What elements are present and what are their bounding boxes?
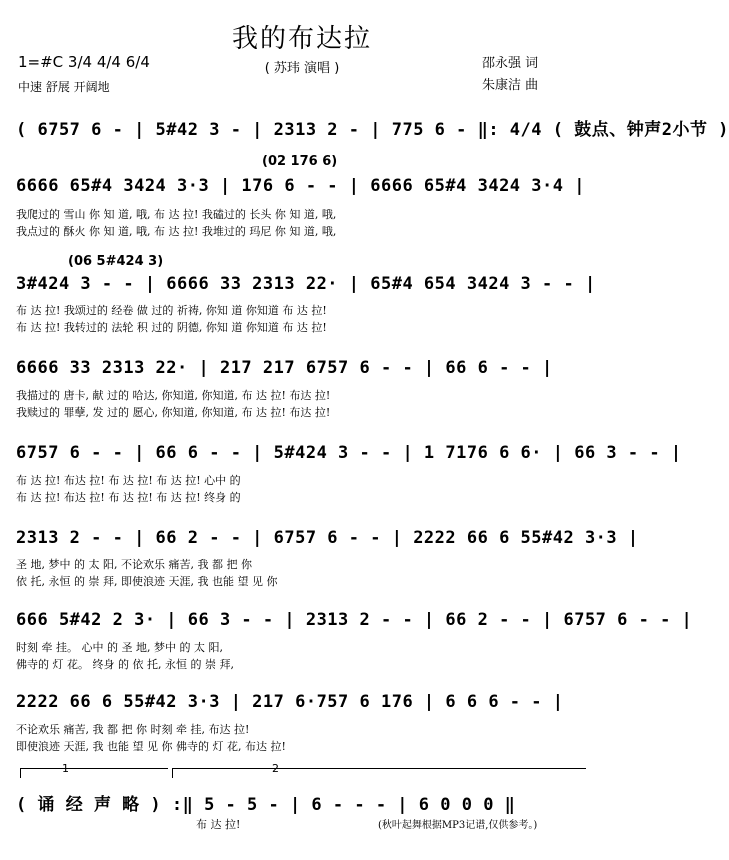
notation-line: 6666 65#4 3424 3·3 | 176 6 - - | 6666 65#4 3424 3·4 | [16,176,585,196]
lyric-verse-2: 我赎过的 罪孽, 发 过的 愿心, 你知道, 你知道, 布 达 拉! 布达 拉! [16,406,331,419]
lyric-verse-1: 时刻 牵 挂。 心中 的 圣 地, 梦中 的 太 阳, [16,641,223,654]
score-row [0,610,693,634]
lyric-verse-2: 布 达 拉! 布达 拉! 布 达 拉! 布 达 拉! 终身 的 [16,491,241,504]
volta-bracket-1 [20,768,168,769]
score-row [0,358,604,382]
lyric-verse-2: 我点过的 酥火 你 知 道, 哦, 布 达 拉! 我堆过的 玛尼 你 知 道, 哦, [16,225,337,238]
volta-bracket-2-edge [172,768,173,778]
notation-line: 3#424 3 - - | 6666 33 2313 22· | 65#4 654 3424 3 - - | [16,274,596,294]
lyric-verse-1: 圣 地, 梦中 的 太 阳, 不论欢乐 痛苦, 我 都 把 你 [16,558,252,571]
notation-line: 2222 66 6 55#42 3·3 | 217 6·757 6 176 | 6 6 6 - - | [16,692,564,712]
transcription-note: (秋叶起舞根据MP3记谱,仅供参考。) [378,820,538,831]
notation-line: 666 5#42 2 3· | 66 3 - - | 2313 2 - - | 66 2 - - | 6757 6 - - | [16,610,693,630]
volta-number-1: 1 [62,762,69,775]
lyric-verse-1: 布 达 拉! 布达 拉! 布 达 拉! 布 达 拉! 心中 的 [16,474,241,487]
score-row [0,115,729,140]
volta-number-2: 2 [272,762,279,775]
lyric-verse-1: 布 达 拉! 我颂过的 经卷 做 过的 祈祷, 你知 道 你知道 布 达 拉! [16,304,327,317]
lyric-verse-1: 布 达 拉! [196,818,241,831]
lyric-verse-2: 依 托, 永恒 的 崇 拜, 即使浪迹 天涯, 我 也能 望 见 你 [16,575,278,588]
composer-credit: 朱康洁 曲 [482,78,539,93]
score-row [0,528,639,552]
lyric-verse-1: 不论欢乐 痛苦, 我 都 把 你 时刻 牵 挂, 布达 拉! [16,723,250,736]
score-row [0,790,604,814]
bracket-notes: (06 5#424 3) [68,254,164,269]
notation-line: 6666 33 2313 22· | 217 217 6757 6 - - | 66 6 - - | [16,358,553,378]
notation-line: ( 6757 6 - | 5#42 3 - | 2313 2 - | 775 6 - ‖: 4/4 ( 鼓点、钟声2小节 ) [16,120,729,140]
score-row [0,176,604,200]
score-row [0,274,604,298]
notation-line: 6757 6 - - | 66 6 - - | 5#424 3 - - | 1 7176 6 6· | 66 3 - - | [16,443,682,463]
lyric-verse-1: 我描过的 唐卡, 献 过的 哈达, 你知道, 你知道, 布 达 拉! 布达 拉! [16,389,331,402]
lyric-verse-2: 即使浪迹 天涯, 我 也能 望 见 你 佛寺的 灯 花, 布达 拉! [16,740,286,753]
song-title: 我的布达拉 [231,24,372,54]
singer-credit: ( 苏玮 演唱 ) [264,61,340,76]
bracket-notes: (02 176 6) [262,154,338,169]
lyric-verse-1: 我爬过的 雪山 你 知 道, 哦, 布 达 拉! 我磕过的 长头 你 知 道, 哦, [16,208,337,221]
tempo-marking: 中速 舒展 开阔地 [18,80,110,94]
notation-line: 2313 2 - - | 66 2 - - | 6757 6 - - | 2222 66 6 55#42 3·3 | [16,528,639,548]
key-signature: 1=#C 3/4 4/4 6/4 [18,53,150,71]
volta-bracket-1-edge [20,768,21,778]
lyricist-credit: 邵永强 词 [482,56,539,71]
score-row [0,443,682,467]
lyric-verse-2: 布 达 拉! 我转过的 法轮 积 过的 阴德, 你知 道 你知道 布 达 拉! [16,321,327,334]
score-row [0,692,604,716]
volta-bracket-2 [172,768,586,769]
lyric-verse-2: 佛寺的 灯 花。 终身 的 依 托, 永恒 的 崇 拜, [16,658,234,671]
notation-line: ( 诵 经 声 略 ) :‖ 5 - 5 - | 6 - - - | 6 0 0 0 ‖ [16,795,516,815]
